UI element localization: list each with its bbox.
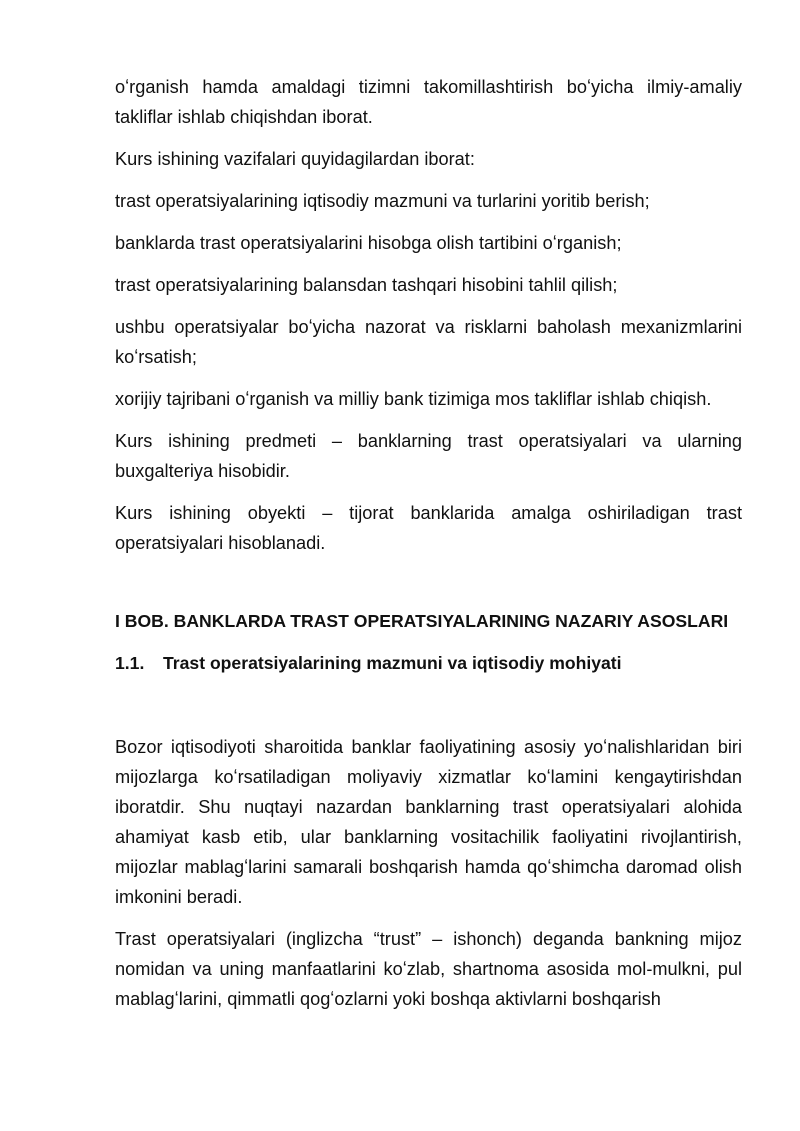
task-item-5: xorijiy tajribani oʻrganish va milliy bank tizimiga mos takliflar ishlab chiqish. bbox=[115, 389, 712, 409]
paragraph-body-1: Bozor iqtisodiyoti sharoitida banklar faoliyatining asosiy yoʻnalishlaridan biri mijozlarga koʻrsatiladigan moliyaviy xizmatlar koʻlamini kengaytirishdan iboratdir. Shu nuqtayi nazardan banklarning trast operatsiyalari alohida ahamiyat kasb etib, ular banklarning vositachilik faoliyatini rivojlantirish, mijozlar mablagʻlarini samarali boshqarish hamda qoʻshimcha daromad olish imkonini beradi. bbox=[115, 737, 742, 907]
document-page bbox=[115, 72, 742, 1014]
paragraph-subject: Kurs ishining predmeti – banklarning trast operatsiyalari va ularning buxgalteriya hisobidir. bbox=[115, 431, 742, 481]
paragraph-tasks-heading: Kurs ishining vazifalari quyidagilardan iborat: bbox=[115, 149, 475, 169]
task-item-4: ushbu operatsiyalar boʻyicha nazorat va risklarni baholash mexanizmlarini koʻrsatish; bbox=[115, 317, 742, 367]
section-title: Trast operatsiyalarining mazmuni va iqtisodiy mohiyati bbox=[163, 653, 622, 673]
task-item-1: trast operatsiyalarining iqtisodiy mazmuni va turlarini yoritib berish; bbox=[115, 191, 650, 211]
paragraph-object: Kurs ishining obyekti – tijorat banklarida amalga oshiriladigan trast operatsiyalari hisoblanadi. bbox=[115, 503, 742, 553]
paragraph-intro-continuation: oʻrganish hamda amaldagi tizimni takomillashtirish boʻyicha ilmiy-amaliy takliflar ishlab chiqishdan iborat. bbox=[115, 77, 742, 127]
paragraph-body-2: Trast operatsiyalari (inglizcha “trust” – ishonch) deganda bankning mijoz nomidan va uning manfaatlarini koʻzlab, shartnoma asosida mol-mulkni, pul mablagʻlarini, qimmatli qogʻozlarni yoki boshqa aktivlarni boshqarish bbox=[115, 929, 742, 1009]
section-number: 1.1. bbox=[115, 653, 145, 673]
section-heading bbox=[115, 648, 742, 678]
task-item-3: trast operatsiyalarining balansdan tashqari hisobini tahlil qilish; bbox=[115, 275, 618, 295]
chapter-title: I BOB. BANKLARDA TRAST OPERATSIYALARINING NAZARIY ASOSLARI bbox=[115, 611, 729, 631]
task-item-2: banklarda trast operatsiyalarini hisobga olish tartibini oʻrganish; bbox=[115, 233, 622, 253]
